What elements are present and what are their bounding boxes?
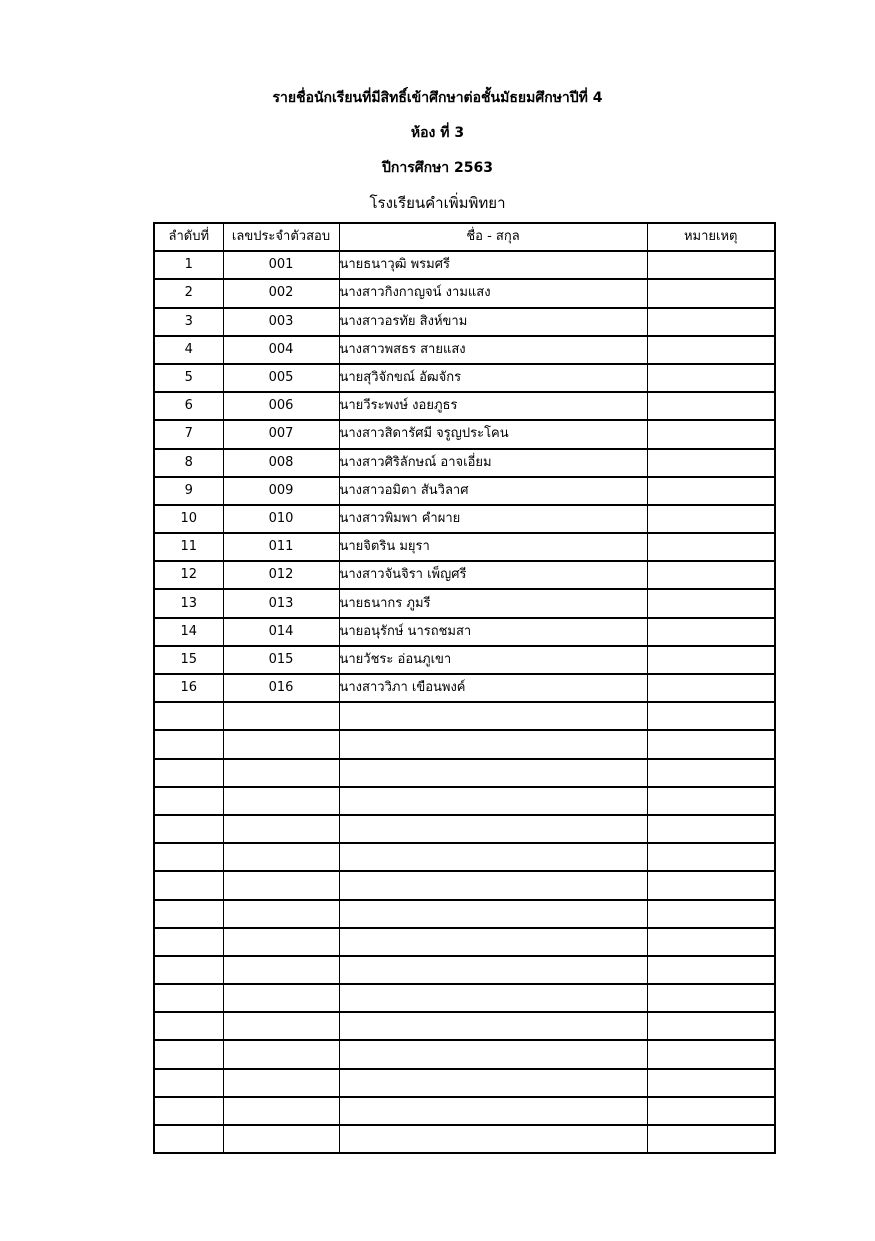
column-header-name: ชื่อ - สกุล (339, 223, 647, 251)
room-number: ห้อง ที่ 3 (410, 125, 465, 141)
cell-remarks (647, 392, 775, 420)
cell-name (339, 871, 647, 899)
cell-order (154, 871, 223, 899)
cell-remarks (647, 815, 775, 843)
cell-name (339, 702, 647, 730)
cell-remarks (647, 787, 775, 815)
cell-order: 14 (154, 618, 223, 646)
cell-name: นายจิตริน มยุรา (339, 533, 647, 561)
cell-name: นายอนุรักษ์ นารถชมสา (339, 618, 647, 646)
cell-remarks (647, 1069, 775, 1097)
cell-order (154, 702, 223, 730)
cell-exam-id: 016 (223, 674, 339, 702)
table-row (154, 646, 775, 674)
cell-remarks (647, 251, 775, 279)
cell-remarks (647, 420, 775, 448)
cell-remarks (647, 618, 775, 646)
cell-remarks (647, 449, 775, 477)
cell-name (339, 1125, 647, 1153)
cell-exam-id: 009 (223, 477, 339, 505)
table-row-empty (154, 759, 775, 787)
column-header-order: ลำดับที่ (154, 223, 223, 251)
cell-remarks (647, 505, 775, 533)
cell-exam-id (223, 984, 339, 1012)
cell-exam-id (223, 956, 339, 984)
school-name: โรงเรียนคำเพิ่มพิทยา (369, 194, 506, 212)
cell-remarks (647, 956, 775, 984)
cell-exam-id: 011 (223, 533, 339, 561)
cell-exam-id: 003 (223, 308, 339, 336)
cell-remarks (647, 1097, 775, 1125)
cell-order (154, 1069, 223, 1097)
cell-exam-id: 002 (223, 279, 339, 307)
cell-remarks (647, 477, 775, 505)
cell-name (339, 787, 647, 815)
cell-order: 1 (154, 251, 223, 279)
table-row (154, 279, 775, 307)
cell-exam-id (223, 787, 339, 815)
cell-exam-id (223, 843, 339, 871)
cell-remarks (647, 589, 775, 617)
table-row (154, 392, 775, 420)
table-row-empty (154, 1040, 775, 1068)
cell-order: 15 (154, 646, 223, 674)
cell-remarks (647, 308, 775, 336)
table-row-empty (154, 928, 775, 956)
cell-remarks (647, 674, 775, 702)
academic-year: ปีการศึกษา 2563 (381, 160, 494, 176)
cell-remarks (647, 561, 775, 589)
document-title: รายชื่อนักเรียนที่มีสิทธิ์เข้าศึกษาต่อชั้นมัธยมศึกษาปีที่ 4 (272, 90, 603, 106)
table-row (154, 505, 775, 533)
cell-name: นางสาวอมิตา สันวิลาศ (339, 477, 647, 505)
table-row (154, 251, 775, 279)
cell-name (339, 730, 647, 758)
cell-order: 8 (154, 449, 223, 477)
cell-name (339, 900, 647, 928)
cell-order (154, 815, 223, 843)
cell-remarks (647, 533, 775, 561)
cell-exam-id (223, 1097, 339, 1125)
cell-remarks (647, 984, 775, 1012)
cell-name: นายธนากร ภูมรี (339, 589, 647, 617)
cell-order (154, 984, 223, 1012)
table-header-row (154, 223, 775, 251)
cell-order (154, 900, 223, 928)
cell-order (154, 787, 223, 815)
cell-exam-id (223, 1125, 339, 1153)
cell-order: 9 (154, 477, 223, 505)
cell-remarks (647, 646, 775, 674)
cell-remarks (647, 1125, 775, 1153)
cell-order: 7 (154, 420, 223, 448)
cell-name: นางสาวอรทัย สิงห์ขาม (339, 308, 647, 336)
table-row (154, 449, 775, 477)
cell-exam-id: 007 (223, 420, 339, 448)
table-row-empty (154, 1069, 775, 1097)
student-roster-table (153, 222, 776, 1154)
cell-remarks (647, 759, 775, 787)
cell-exam-id (223, 730, 339, 758)
table-row-empty (154, 871, 775, 899)
table-row (154, 561, 775, 589)
cell-exam-id (223, 1040, 339, 1068)
cell-order (154, 1125, 223, 1153)
cell-remarks (647, 336, 775, 364)
table-row (154, 336, 775, 364)
cell-order: 5 (154, 364, 223, 392)
table-row (154, 674, 775, 702)
cell-name (339, 928, 647, 956)
cell-name: นายวีระพงษ์ งอยภูธร (339, 392, 647, 420)
cell-name (339, 815, 647, 843)
cell-exam-id: 014 (223, 618, 339, 646)
cell-exam-id: 006 (223, 392, 339, 420)
cell-name: นางสาววิภา เขือนพงค์ (339, 674, 647, 702)
table-row (154, 533, 775, 561)
cell-name (339, 843, 647, 871)
cell-exam-id: 010 (223, 505, 339, 533)
cell-name (339, 1040, 647, 1068)
column-header-exam-id: เลขประจำตัวสอบ (223, 223, 339, 251)
cell-name: นางสาวศิริลักษณ์ อาจเอี่ยม (339, 449, 647, 477)
cell-exam-id: 013 (223, 589, 339, 617)
cell-remarks (647, 871, 775, 899)
cell-exam-id (223, 900, 339, 928)
cell-remarks (647, 279, 775, 307)
cell-exam-id: 012 (223, 561, 339, 589)
cell-remarks (647, 843, 775, 871)
table-row (154, 364, 775, 392)
table-row-empty (154, 1125, 775, 1153)
cell-name: นายวัชระ อ่อนภูเขา (339, 646, 647, 674)
table-row-empty (154, 984, 775, 1012)
cell-name (339, 1069, 647, 1097)
table-row-empty (154, 956, 775, 984)
cell-order: 2 (154, 279, 223, 307)
column-header-remarks: หมายเหตุ (647, 223, 775, 251)
cell-exam-id: 015 (223, 646, 339, 674)
cell-order (154, 730, 223, 758)
cell-order (154, 843, 223, 871)
table-row-empty (154, 787, 775, 815)
cell-name: นายสุวิจักขณ์ อัฒจักร (339, 364, 647, 392)
table-row (154, 308, 775, 336)
table-row (154, 618, 775, 646)
cell-order: 10 (154, 505, 223, 533)
table-row (154, 477, 775, 505)
cell-exam-id: 008 (223, 449, 339, 477)
table-row-empty (154, 730, 775, 758)
cell-exam-id (223, 815, 339, 843)
cell-remarks (647, 900, 775, 928)
cell-exam-id (223, 759, 339, 787)
cell-order: 3 (154, 308, 223, 336)
cell-exam-id: 001 (223, 251, 339, 279)
cell-order (154, 759, 223, 787)
cell-remarks (647, 364, 775, 392)
cell-remarks (647, 702, 775, 730)
cell-name (339, 984, 647, 1012)
cell-order (154, 956, 223, 984)
cell-remarks (647, 928, 775, 956)
cell-name: นางสาวพสธร สายแสง (339, 336, 647, 364)
cell-exam-id (223, 1012, 339, 1040)
table-row-empty (154, 843, 775, 871)
cell-exam-id (223, 928, 339, 956)
cell-name: นางสาวสิดารัศมี จรูญประโคน (339, 420, 647, 448)
cell-remarks (647, 730, 775, 758)
cell-remarks (647, 1012, 775, 1040)
cell-exam-id: 005 (223, 364, 339, 392)
cell-order: 12 (154, 561, 223, 589)
cell-name (339, 1012, 647, 1040)
cell-order (154, 1012, 223, 1040)
cell-order: 4 (154, 336, 223, 364)
cell-exam-id (223, 702, 339, 730)
cell-exam-id (223, 1069, 339, 1097)
cell-order: 11 (154, 533, 223, 561)
table-row-empty (154, 1097, 775, 1125)
cell-name: นางสาวกิงกาญจน์ งามแสง (339, 279, 647, 307)
cell-exam-id (223, 871, 339, 899)
cell-name: นางสาวพิมพา คำผาย (339, 505, 647, 533)
table-row-empty (154, 900, 775, 928)
cell-order (154, 1097, 223, 1125)
cell-name: นายธนาวุฒิ พรมศรี (339, 251, 647, 279)
cell-name: นางสาวจันจิรา เพ็ญศรี (339, 561, 647, 589)
table-row-empty (154, 1012, 775, 1040)
cell-order: 13 (154, 589, 223, 617)
cell-name (339, 1097, 647, 1125)
cell-name (339, 956, 647, 984)
table-row (154, 420, 775, 448)
cell-order (154, 1040, 223, 1068)
table-body (154, 251, 775, 1153)
table-row-empty (154, 815, 775, 843)
cell-order (154, 928, 223, 956)
table-row (154, 589, 775, 617)
cell-remarks (647, 1040, 775, 1068)
cell-order: 6 (154, 392, 223, 420)
table-row-empty (154, 702, 775, 730)
cell-order: 16 (154, 674, 223, 702)
cell-name (339, 759, 647, 787)
cell-exam-id: 004 (223, 336, 339, 364)
